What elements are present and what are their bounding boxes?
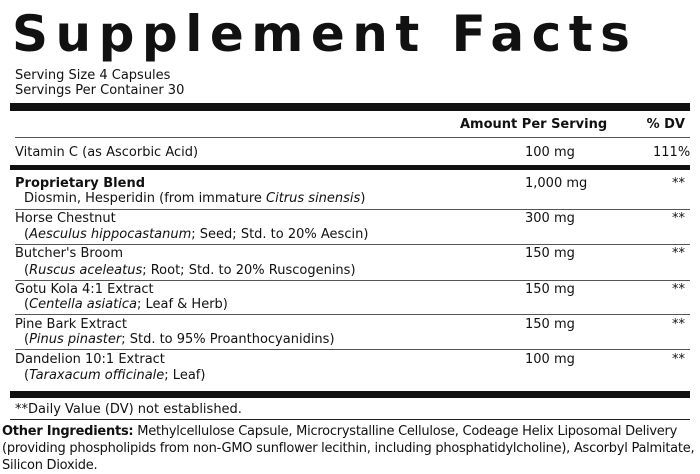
ingredient-dv: ** — [672, 352, 685, 367]
panel-title: Supplement Facts — [12, 5, 638, 63]
detail-species: Aesculus hippocastanum — [29, 227, 192, 242]
row-divider — [15, 280, 690, 281]
thick-divider-top — [10, 103, 690, 111]
header-divider — [15, 137, 690, 138]
dv-footnote: **Daily Value (DV) not established. — [15, 402, 242, 417]
detail-rest: ; Leaf & Herb) — [136, 297, 228, 312]
panel-bottom-border — [10, 419, 690, 420]
ingredient-dv: ** — [672, 211, 685, 226]
dv-header: % DV — [646, 117, 685, 132]
row-divider — [15, 314, 690, 315]
proprietary-blend-detail — [24, 191, 365, 207]
detail-rest: ; Leaf) — [164, 368, 206, 383]
proprietary-blend-dv: ** — [672, 176, 685, 191]
detail-rest: ; Std. to 95% Proanthocyanidins) — [121, 332, 335, 347]
other-ingredients-label: Other Ingredients: — [2, 424, 134, 439]
other-ingredients-text: Methylcellulose Capsule, Microcrystalline Cellulose, Codeage Helix Liposomal Delivery (providing phospholipids from non-GMO sunflower lecithin, including phosphatidylcholine), Ascorbyl Palmitate, Silicon Dioxide. — [2, 424, 695, 473]
detail-species: Centella asiatica — [29, 297, 137, 312]
ingredient-amount: 100 mg — [525, 352, 575, 367]
proprietary-blend-name: Proprietary Blend — [15, 176, 145, 191]
ingredient-dv: ** — [672, 282, 685, 297]
detail-species: Ruscus aceleatus — [29, 263, 143, 278]
amount-per-serving-header: Amount Per Serving — [460, 117, 608, 132]
detail-rest: ; Seed; Std. to 20% Aescin) — [191, 227, 369, 242]
ingredient-detail — [24, 368, 205, 384]
ingredient-dv: ** — [672, 317, 685, 332]
vitamin-c-name: Vitamin C (as Ascorbic Acid) — [15, 145, 199, 160]
ingredient-amount: 150 mg — [525, 282, 575, 297]
row-divider — [15, 244, 690, 245]
vitamin-c-amount: 100 mg — [525, 145, 575, 160]
ingredient-detail — [24, 227, 368, 243]
ingredient-name: Gotu Kola 4:1 Extract — [15, 282, 154, 297]
detail-open: ( — [24, 227, 30, 242]
row-divider — [15, 209, 690, 210]
thick-divider-middle — [10, 165, 690, 170]
detail-species: Pinus pinaster — [29, 332, 122, 347]
other-ingredients — [2, 423, 700, 474]
detail-open: ( — [24, 263, 30, 278]
ingredient-detail — [24, 332, 335, 348]
serving-size: Serving Size 4 Capsules — [15, 68, 171, 83]
ingredient-detail — [24, 263, 356, 279]
ingredient-amount: 150 mg — [525, 246, 575, 261]
ingredient-detail — [24, 297, 228, 313]
ingredient-dv: ** — [672, 246, 685, 261]
proprietary-blend-amount: 1,000 mg — [525, 176, 588, 191]
detail-rest: ; Root; Std. to 20% Ruscogenins) — [142, 263, 356, 278]
blend-detail-text: Diosmin, Hesperidin (from immature — [24, 191, 267, 206]
row-divider — [15, 349, 690, 350]
ingredient-name: Horse Chestnut — [15, 211, 116, 226]
ingredient-name: Pine Bark Extract — [15, 317, 127, 332]
detail-species: Taraxacum officinale — [29, 368, 165, 383]
detail-open: ( — [24, 332, 30, 347]
ingredient-amount: 300 mg — [525, 211, 575, 226]
detail-open: ( — [24, 368, 30, 383]
thick-divider-bottom — [10, 391, 690, 398]
detail-open: ( — [24, 297, 30, 312]
blend-detail-close: ) — [360, 191, 366, 206]
supplement-facts-panel — [10, 0, 690, 420]
ingredient-amount: 150 mg — [525, 317, 575, 332]
ingredient-name: Dandelion 10:1 Extract — [15, 352, 165, 367]
blend-detail-species: Citrus sinensis — [266, 191, 361, 206]
servings-per-container: Servings Per Container 30 — [15, 83, 185, 98]
ingredient-name: Butcher's Broom — [15, 246, 124, 261]
vitamin-c-dv: 111% — [653, 145, 691, 160]
